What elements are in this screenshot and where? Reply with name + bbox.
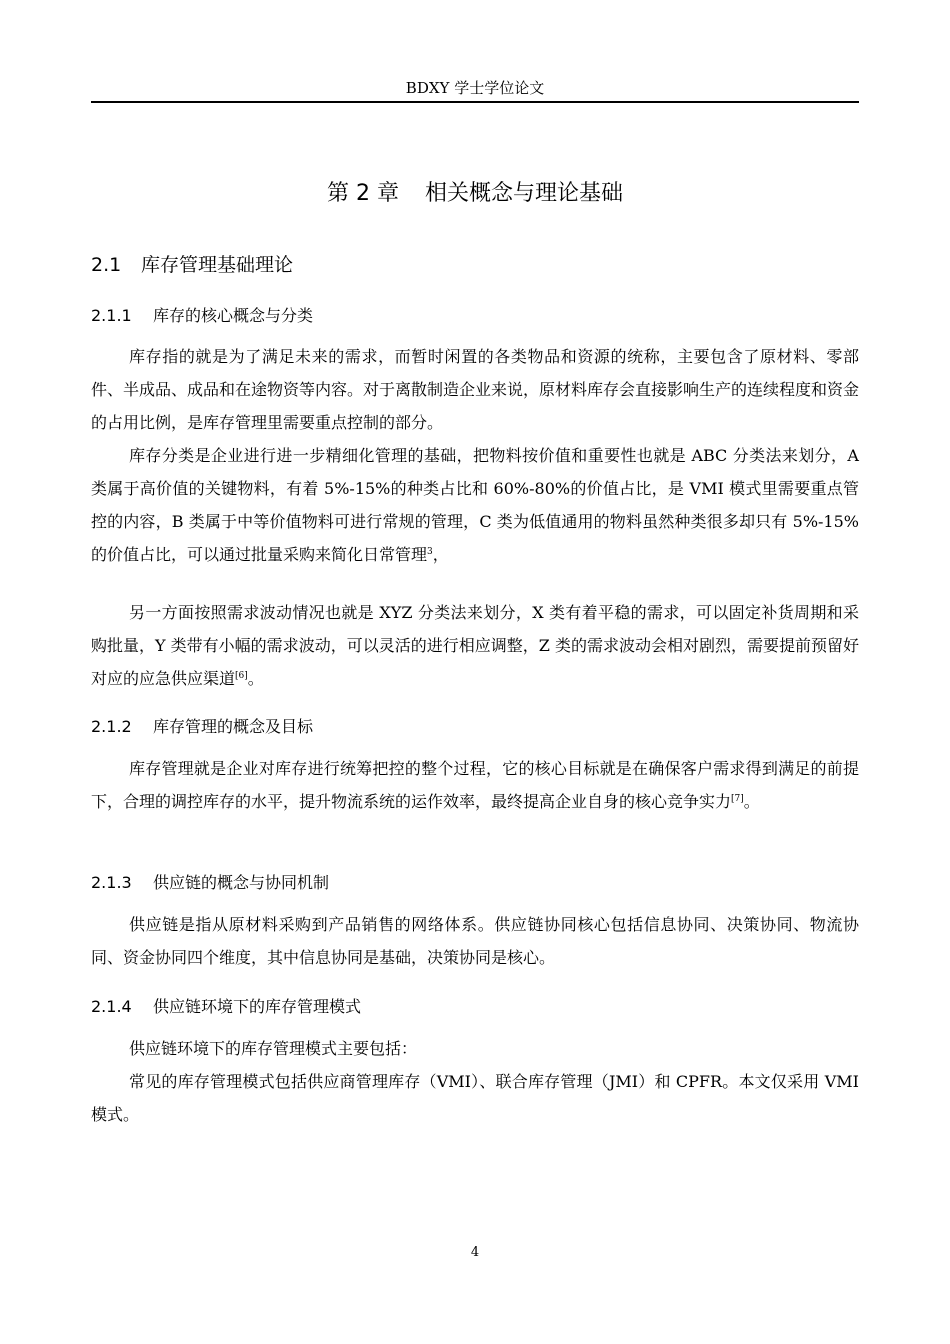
paragraph-text: 另一方面按照需求波动情况也就是 XYZ 分类法来划分，X 类有着平稳的需求，可以固定补货周期和采购批量，Y 类带有小幅的需求波动，可以灵活的进行相应调整，Z 类的需求波动会相对剧烈，需要提前预留好对应的应急供应渠道 [91,603,859,688]
paragraph-modes-intro: 供应链环境下的库存管理模式主要包括： [129,1039,418,1058]
paragraph-supply-chain: 供应链是指从原材料采购到产品销售的网络体系。供应链协同核心包括信息协同、决策协同、物流协同、资金协同四个维度，其中信息协同是基础，决策协同是核心。 [91,915,859,967]
chapter-title: 相关概念与理论基础 [424,181,623,206]
subsection-number: 2.1.1 [91,306,132,325]
paragraph-text: 库存分类是企业进行进一步精细化管理的基础，把物料按价值和重要性也就是 ABC 分类法来划分，A 类属于高价值的关键物料，有着 5%-15%的种类占比和 60%-80%的价值占比，是 VMI 模式里需要重点管控的内容，B 类属于中等价值物料可进行常规的管理，C 类为低值通用的物料虽然种类很多却只有 5%-15%的价值占比，可以通过批量采购来简化日常管理 [91,446,859,564]
subsection-title: 库存管理的概念及目标 [153,717,314,736]
citation-ref: [6] [235,671,248,681]
subsection-heading-2-1-1 [91,305,313,327]
paragraph-tail: ， [432,545,449,564]
section-number: 2.1 [91,254,122,276]
paragraph-text: 库存管理就是企业对库存进行统筹把控的整个过程，它的核心目标就是在确保客户需求得到满足的前提下，合理的调控库存的水平，提升物流系统的运作效率，最终提高企业自身的核心竞争实力 [91,759,859,811]
subsection-number: 2.1.2 [91,717,132,736]
citation-ref: [7] [731,794,744,804]
subsection-heading-2-1-2 [91,716,313,738]
subsection-title: 库存的核心概念与分类 [153,306,314,325]
section-title: 库存管理基础理论 [141,254,294,276]
page-number: 4 [470,1245,480,1260]
running-header: BDXY 学士学位论文 [405,79,545,97]
paragraph-inventory-definition: 库存指的就是为了满足未来的需求，而暂时闲置的各类物品和资源的统称，主要包含了原材料、零部件、半成品、成品和在途物资等内容。对于离散制造企业来说，原材料库存会直接影响生产的连续程度和资金的占用比例，是库存管理里需要重点控制的部分。 [91,347,860,432]
subsection-heading-2-1-3 [91,872,329,894]
paragraph-tail: 。 [743,792,760,811]
subsection-number: 2.1.3 [91,873,132,892]
footnote-ref: 3 [427,547,433,557]
subsection-title: 供应链的概念与协同机制 [153,873,330,892]
section-heading [91,252,293,278]
header-rule [91,101,859,103]
paragraph-tail: 。 [247,669,264,688]
subsection-number: 2.1.4 [91,997,132,1016]
paragraph-inventory-management [91,752,859,818]
paragraph-modes-list: 常见的库存管理模式包括供应商管理库存（VMI）、联合库存管理（JMI）和 CPFR。本文仅采用 VMI 模式。 [91,1072,859,1124]
chapter-number: 第 2 章 [327,181,399,206]
paragraph-abc-classification [91,439,859,571]
subsection-title: 供应链环境下的库存管理模式 [153,997,362,1016]
paragraph-xyz-classification [91,596,859,695]
chapter-heading [91,180,859,208]
subsection-heading-2-1-4 [91,996,361,1018]
